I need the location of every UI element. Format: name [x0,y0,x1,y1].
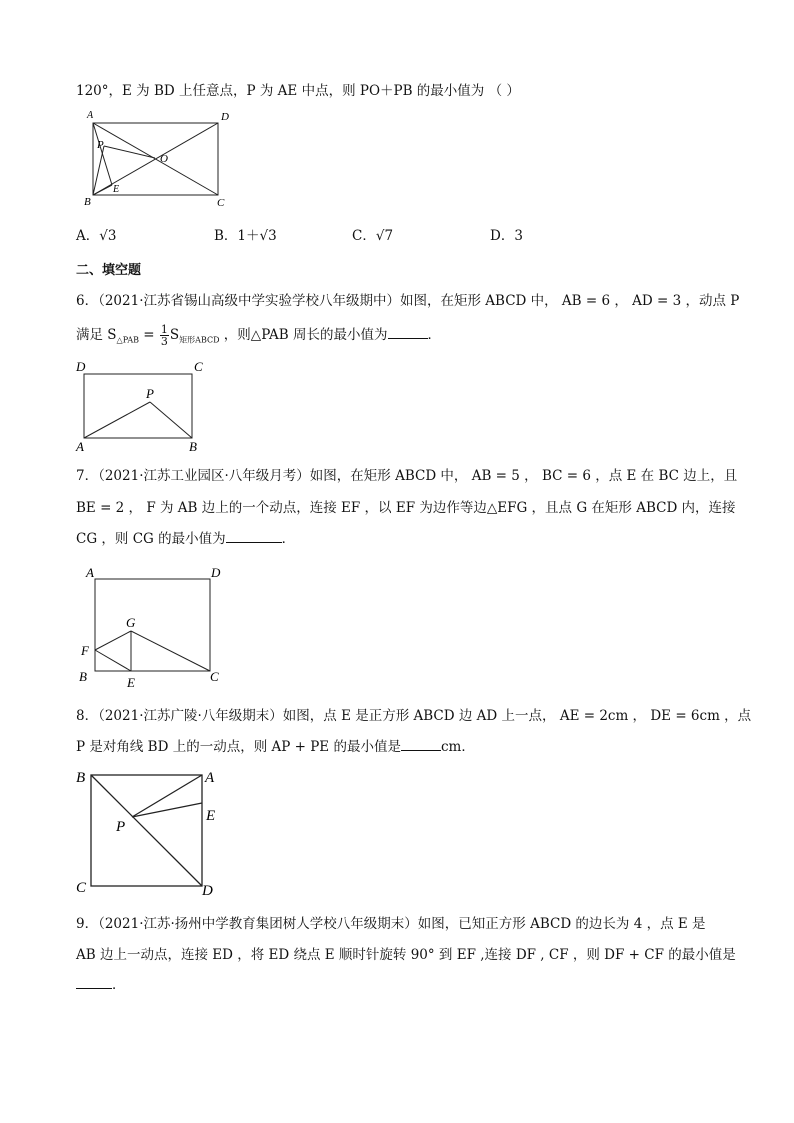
q8-line2: P 是对角线 BD 上的一动点，则 AP + PE 的最小值是 cm． [76,739,475,755]
q5-option-c[interactable]: C．√7 [352,228,394,244]
q7-label-D: D [211,565,221,580]
q5-label-D: D [221,111,229,123]
q5-label-P: P [97,139,104,151]
q7-label-G: G [126,615,136,630]
q6-answer-blank[interactable] [388,326,428,339]
q8-label-P: P [116,819,126,835]
q5-option-a[interactable]: A．√3 [76,228,117,244]
q6-label-P: P [146,386,154,401]
q5-label-E: E [113,184,120,195]
q6-figure [76,360,216,456]
q8-label-A: A [205,770,215,786]
q6-label-D: D [76,359,86,374]
q8-label-E: E [206,808,216,824]
q6-label-C: C [194,359,203,374]
q8-figure [74,765,224,897]
q7-line1: 7．（2021·江苏工业园区·八年级月考）如图，在矩形 ABCD 中， AB = 5 ， BC = 6 ，点 E 在 BC 边上，且 [76,468,738,484]
q5-prefix: 120°， [76,83,123,99]
q9-line3: ． [76,976,126,994]
q6-label-A: A [76,439,84,454]
section-title: 二、填空题 [76,263,142,278]
q6-line2: 满足 $S_{\triangle PAB}$ = $\frac{1}{3}$ $S_{矩形ABCD}$ ，则△PAB 周长的最小值为 ． [76,323,441,348]
q5-text [76,82,520,100]
q6-line1: 6．（2021·江苏省锡山高级中学实验学校八年级期中）如图，在矩形 ABCD 中， AB = 6 ， AD = 3 ，动点 P [76,293,740,309]
q7-line3: CG ，则 CG 的最小值为 ． [76,531,296,547]
q7-label-C: C [210,669,219,684]
q7-line2: BE = 2 ， F 为 AB 边上的一个动点，连接 EF ，以 EF 为边作等边△EFG ，且点 G 在矩形 ABCD 内，连接 [76,500,736,516]
q9-line1: 9．（2021·江苏·扬州中学教育集团树人学校八年级期末）如图，已知正方形 ABCD 的边长为 4 ，点 E 是 [76,916,706,932]
q5-option-d[interactable]: D．3 [490,228,523,244]
q8-label-D: D [202,883,213,899]
q7-label-F: F [81,643,89,658]
q6-label-B: B [189,439,197,454]
q8-line1: 8．（2021·江苏广陵·八年级期末）如图，点 E 是正方形 ABCD 边 AD 上一点， AE = 2cm ， DE = 6cm ，点 [76,708,752,724]
q5-body: E 为 BD 上任意点，P 为 AE 中点，则 PO＋PB 的最小值为 （ ） [122,83,520,99]
q7-figure [76,565,236,695]
q5-label-C: C [217,197,225,209]
q7-label-E: E [127,675,135,690]
q9-answer-blank[interactable] [76,976,112,989]
q5-label-B: B [84,196,91,208]
q7-label-B: B [79,669,87,684]
q7-answer-blank[interactable] [226,530,282,543]
q5-label-A: A [87,110,94,121]
q5-figure [82,108,242,208]
q8-answer-blank[interactable] [401,738,441,751]
q9-line2: AB 边上一动点，连接 ED ，将 ED 绕点 E 顺时针旋转 90° 到 EF ,连接 DF , CF ，则 DF + CF 的最小值是 [76,947,736,963]
q7-label-A: A [86,565,94,580]
q8-label-C: C [76,880,87,896]
q5-option-b[interactable]: B．1＋√3 [214,228,277,244]
q6-fraction: $\frac{1}{3}$ [160,323,168,348]
q8-label-B: B [76,770,86,786]
q5-label-O: O [160,153,168,165]
